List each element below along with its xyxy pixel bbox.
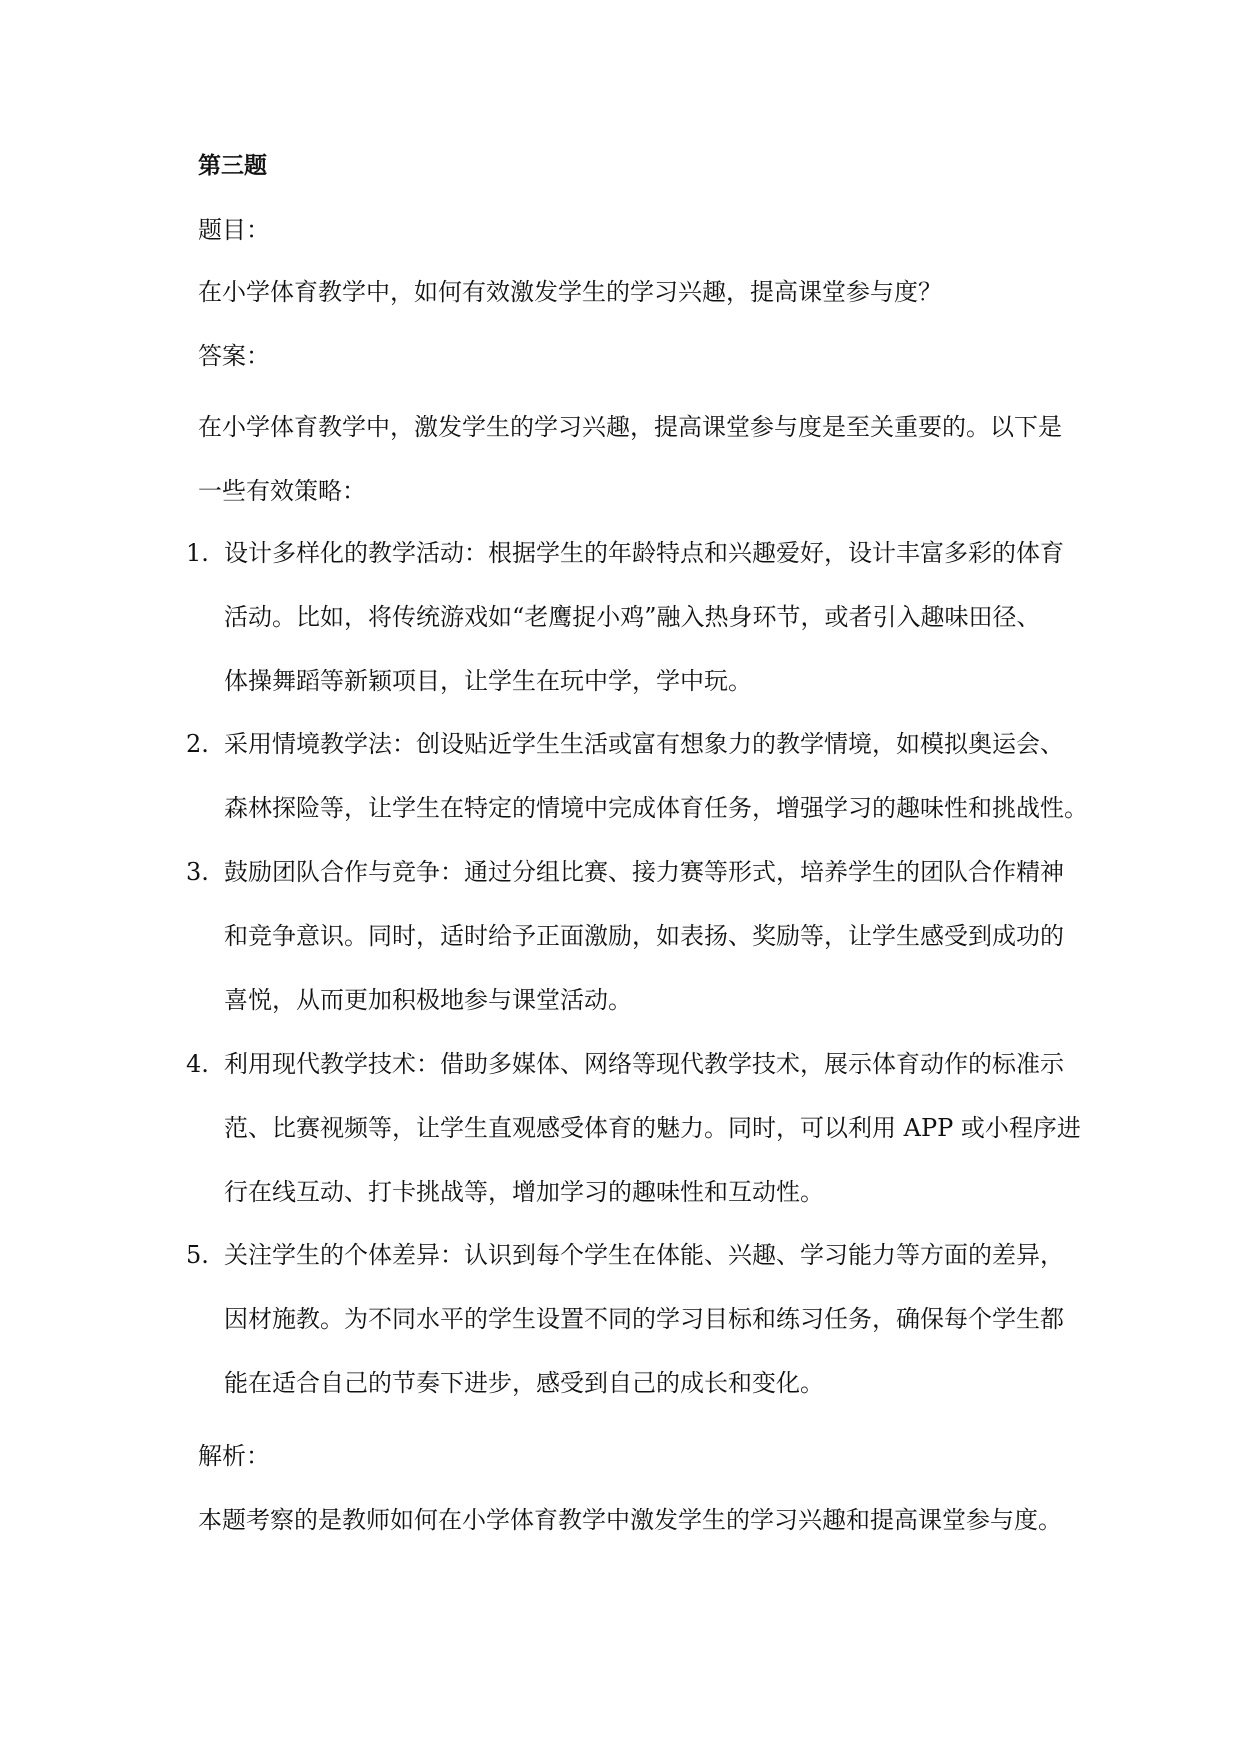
answer-label: 答案： — [198, 342, 270, 370]
strategy-line: 和竞争意识。同时，适时给予正面激励，如表扬、奖励等，让学生感受到成功的 — [224, 922, 1064, 950]
strategy-number: 4. — [186, 1050, 209, 1078]
strategy-number: 1. — [186, 539, 209, 567]
strategy-line: 采用情境教学法：创设贴近学生生活或富有想象力的教学情境，如模拟奥运会、 — [224, 730, 1064, 758]
analysis-label: 解析： — [198, 1442, 270, 1470]
strategy-line: 喜悦，从而更加积极地参与课堂活动。 — [224, 986, 632, 1014]
strategy-line: 体操舞蹈等新颖项目，让学生在玩中学，学中玩。 — [224, 667, 752, 695]
strategy-line: 关注学生的个体差异：认识到每个学生在体能、兴趣、学习能力等方面的差异， — [224, 1241, 1064, 1269]
strategy-number: 5. — [186, 1241, 209, 1269]
question-text: 在小学体育教学中，如何有效激发学生的学习兴趣，提高课堂参与度？ — [198, 278, 942, 306]
strategy-item — [224, 1223, 1064, 1415]
strategy-line: 森林探险等，让学生在特定的情境中完成体育任务，增强学习的趣味性和挑战性。 — [224, 794, 1088, 822]
answer-intro — [198, 395, 1062, 523]
strategy-number: 2. — [186, 730, 209, 758]
strategy-line: 范、比赛视频等，让学生直观感受体育的魅力。同时，可以利用 APP 或小程序进 — [224, 1114, 1081, 1142]
strategy-item — [224, 840, 1064, 1032]
strategy-line: 设计多样化的教学活动：根据学生的年龄特点和兴趣爱好，设计丰富多彩的体育 — [224, 539, 1064, 567]
analysis-text: 本题考察的是教师如何在小学体育教学中激发学生的学习兴趣和提高课堂参与度。 — [198, 1506, 1062, 1534]
strategy-item — [224, 521, 1064, 713]
answer-intro-line: 在小学体育教学中，激发学生的学习兴趣，提高课堂参与度是至关重要的。以下是 — [198, 413, 1062, 441]
strategy-line: 因材施教。为不同水平的学生设置不同的学习目标和练习任务，确保每个学生都 — [224, 1305, 1064, 1333]
strategy-line: 行在线互动、打卡挑战等，增加学习的趣味性和互动性。 — [224, 1178, 824, 1206]
question-label: 题目： — [198, 216, 270, 244]
section-heading: 第三题 — [198, 153, 267, 179]
strategy-line: 鼓励团队合作与竞争：通过分组比赛、接力赛等形式，培养学生的团队合作精神 — [224, 858, 1064, 886]
strategy-item — [224, 712, 1088, 840]
strategy-line: 能在适合自己的节奏下进步，感受到自己的成长和变化。 — [224, 1369, 824, 1397]
strategy-line: 利用现代教学技术：借助多媒体、网络等现代教学技术，展示体育动作的标准示 — [224, 1050, 1064, 1078]
strategy-line: 活动。比如，将传统游戏如“老鹰捉小鸡”融入热身环节，或者引入趣味田径、 — [224, 603, 1041, 631]
strategy-number: 3. — [186, 858, 209, 886]
strategy-item — [224, 1032, 1081, 1224]
answer-intro-line: 一些有效策略： — [198, 477, 366, 505]
